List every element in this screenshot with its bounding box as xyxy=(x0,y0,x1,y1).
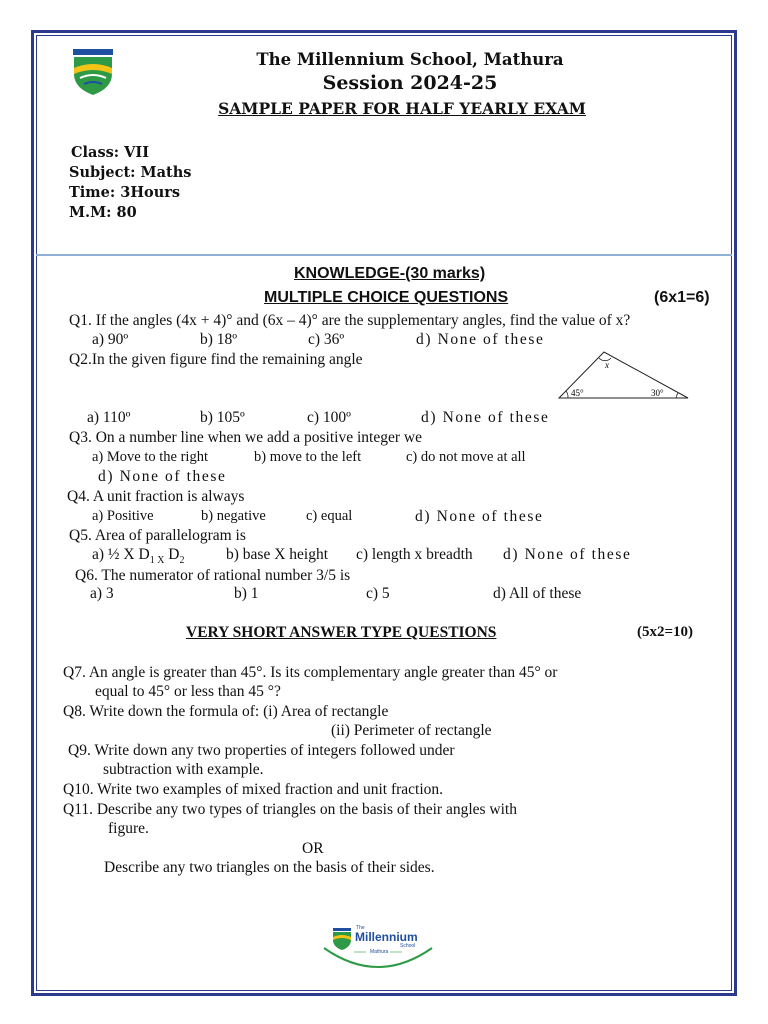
footer-logo-city: Mathura xyxy=(370,949,389,955)
q3-option-a: a) Move to the right xyxy=(92,449,208,465)
q4-option-a: a) Positive xyxy=(92,508,154,524)
q2-option-d: d) None of these xyxy=(421,409,550,426)
q2-figure-angle1: 45° xyxy=(571,388,584,398)
section-heading-knowledge: KNOWLEDGE-(30 marks) xyxy=(294,265,486,282)
session-title: Session 2024-25 xyxy=(322,72,498,94)
header-divider xyxy=(36,254,732,256)
section-subheading-mcq: MULTIPLE CHOICE QUESTIONS xyxy=(264,289,509,306)
question-8-line2: (ii) Perimeter of rectangle xyxy=(331,722,492,739)
question-4: Q4. A unit fraction is always xyxy=(67,488,245,505)
q2-figure-angle2: 30° xyxy=(651,388,664,398)
time-label: Time: 3Hours xyxy=(69,184,181,201)
question-11-line2: figure. xyxy=(108,820,149,837)
question-8-line1: Q8. Write down the formula of: (i) Area of rectangle xyxy=(63,703,389,720)
q3-option-c: c) do not move at all xyxy=(406,449,526,465)
question-5: Q5. Area of parallelogram is xyxy=(69,527,246,544)
q3-option-d: d) None of these xyxy=(98,468,227,485)
question-3: Q3. On a number line when we add a positive integer we xyxy=(69,429,422,446)
q4-option-d: d) None of these xyxy=(415,508,544,525)
q2-triangle-figure xyxy=(554,350,694,412)
question-10: Q10. Write two examples of mixed fraction and unit fraction. xyxy=(63,781,444,798)
footer-logo-school: School xyxy=(400,943,416,949)
q2-option-b: b) 105º xyxy=(200,409,245,426)
question-11-line3: Describe any two triangles on the basis of their sides. xyxy=(104,859,435,876)
q4-option-c: c) equal xyxy=(306,508,353,524)
question-2: Q2.In the given figure find the remaining angle xyxy=(69,351,363,368)
footer-logo-swoosh xyxy=(322,942,434,972)
section-marks-mcq: (6x1=6) xyxy=(654,289,710,306)
q3-option-b: b) move to the left xyxy=(254,449,362,465)
question-9-line1: Q9. Write down any two properties of integers followed under xyxy=(68,742,455,759)
footer-logo xyxy=(322,924,434,980)
question-11-line1: Q11. Describe any two types of triangles on the basis of their angles with xyxy=(63,801,517,818)
q5-option-a: a) ½ X $D_{1 X}$ $D_2$ xyxy=(92,546,185,567)
q5-option-c: c) length x breadth xyxy=(356,546,473,563)
q5-option-b: b) base X height xyxy=(226,546,329,563)
question-7-line2: equal to 45° or less than 45 °? xyxy=(95,683,281,700)
section-marks-very-short: (5x2=10) xyxy=(637,624,694,640)
q2-option-a: a) 110º xyxy=(87,409,131,426)
max-marks-label: M.M: 80 xyxy=(69,204,137,221)
question-11-or: OR xyxy=(302,840,324,857)
q6-option-c: c) 5 xyxy=(366,585,390,602)
q1-option-a: a) 90º xyxy=(92,331,129,348)
q1-option-b: b) 18º xyxy=(200,331,238,348)
footer-logo-name: Millennium xyxy=(355,930,418,944)
q6-option-b: b) 1 xyxy=(234,585,259,602)
school-name: The Millennium School, Mathura xyxy=(256,50,564,69)
question-1: Q1. If the angles (4x + 4)° and (6x – 4)° are the supplementary angles, find the value of x? xyxy=(69,312,631,329)
footer-logo-the: The xyxy=(356,925,365,931)
section-heading-very-short: VERY SHORT ANSWER TYPE QUESTIONS xyxy=(186,624,497,641)
q6-option-a: a) 3 xyxy=(90,585,114,602)
q2-option-c: c) 100º xyxy=(307,409,351,426)
q2-figure-x: x xyxy=(605,360,609,370)
question-9-line2: subtraction with example. xyxy=(103,761,264,778)
question-6: Q6. The numerator of rational number 3/5 is xyxy=(75,567,351,584)
q4-option-b: b) negative xyxy=(201,508,266,524)
class-label: Class: VII xyxy=(71,144,149,161)
q1-option-c: c) 36º xyxy=(308,331,345,348)
paper-title: SAMPLE PAPER FOR HALF YEARLY EXAM xyxy=(218,99,586,118)
q1-option-d: d) None of these xyxy=(416,331,545,348)
question-7-line1: Q7. An angle is greater than 45°. Is its complementary angle greater than 45° or xyxy=(63,664,558,681)
q5-option-d: d) None of these xyxy=(503,546,632,563)
q6-option-d: d) All of these xyxy=(493,585,582,602)
subject-label: Subject: Maths xyxy=(69,164,192,181)
